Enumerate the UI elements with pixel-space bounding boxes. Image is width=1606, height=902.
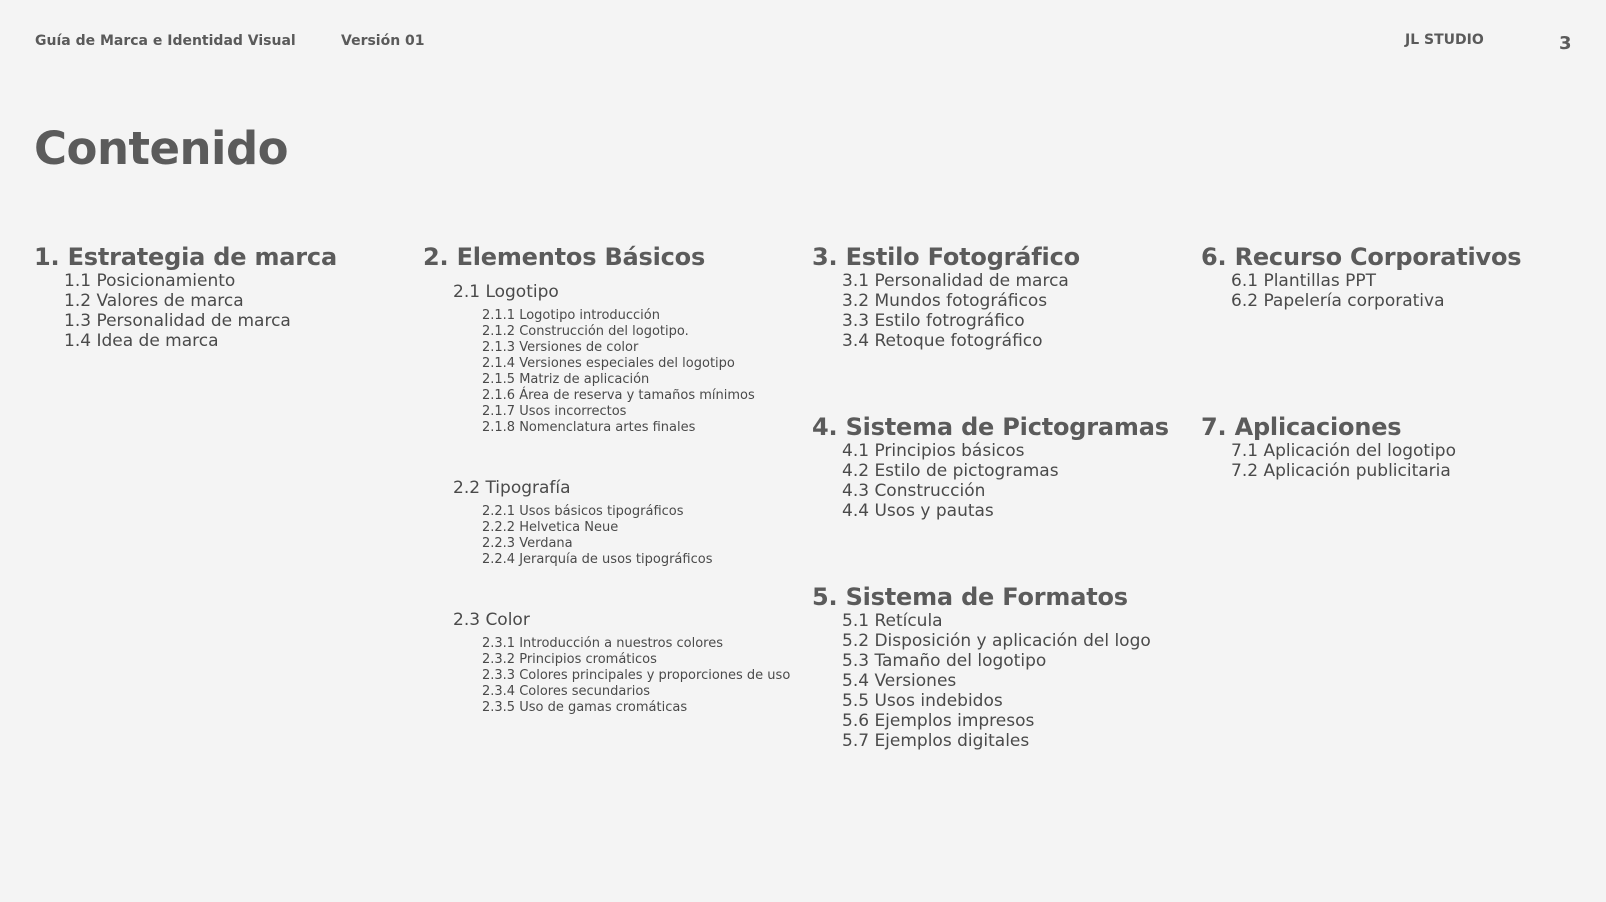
section-heading: 2. Elementos Básicos [423,243,706,271]
toc-item: 1.1 Posicionamiento [64,271,236,291]
toc-item: 2.1.2 Construcción del logotipo. [482,324,689,339]
toc-item: 4.4 Usos y pautas [842,501,994,521]
toc-item: 3.3 Estilo fotrográfico [842,311,1025,331]
section-estilo-fotografico [812,243,1080,351]
section-pictogramas [812,413,1169,521]
toc-list [1201,271,1521,311]
page-number: 3 [1559,33,1572,54]
toc-item: 2.3.5 Uso de gamas cromáticas [482,700,688,715]
toc-item: 2.2.1 Usos básicos tipográficos [482,504,684,519]
guide-title: Guía de Marca e Identidad Visual [35,33,296,49]
toc-item: 7.2 Aplicación publicitaria [1231,461,1451,481]
version-label: Versión 01 [341,33,425,49]
section-formatos [812,583,1151,751]
section-heading: 1. Estrategia de marca [34,243,337,271]
toc-list [423,308,790,436]
toc-list [423,504,790,568]
toc-item: 2.1.1 Logotipo introducción [482,308,660,323]
subsection-tipografia [423,478,790,568]
toc-item: 6.2 Papelería corporativa [1231,291,1445,311]
page-title: Contenido [34,122,289,175]
toc-list [34,271,337,351]
toc-item: 2.1.8 Nomenclatura artes finales [482,420,696,435]
toc-item: 7.1 Aplicación del logotipo [1231,441,1456,461]
toc-item: 1.4 Idea de marca [64,331,219,351]
toc-item: 6.1 Plantillas PPT [1231,271,1377,291]
toc-item: 5.1 Retícula [842,611,943,631]
toc-item: 5.2 Disposición y aplicación del logo [842,631,1151,651]
section-aplicaciones [1201,413,1456,481]
toc-item: 5.5 Usos indebidos [842,691,1003,711]
toc-item: 5.6 Ejemplos impresos [842,711,1035,731]
studio-name: JL STUDIO [1405,32,1484,48]
toc-item: 1.2 Valores de marca [64,291,244,311]
toc-list [812,611,1151,751]
section-recursos [1201,243,1521,311]
section-heading: 5. Sistema de Formatos [812,583,1128,611]
section-elementos [423,243,790,716]
section-heading: 6. Recurso Corporativos [1201,243,1522,271]
toc-item: 3.4 Retoque fotográfico [842,331,1043,351]
toc-item: 2.1.7 Usos incorrectos [482,404,627,419]
subsection-label: 2.3 Color [453,610,530,630]
toc-item: 4.3 Construcción [842,481,986,501]
toc-list [1201,441,1456,481]
toc-list [423,636,790,716]
section-heading: 7. Aplicaciones [1201,413,1402,441]
toc-item: 2.1.3 Versiones de color [482,340,639,355]
toc-item: 5.7 Ejemplos digitales [842,731,1030,751]
toc-item: 2.3.4 Colores secundarios [482,684,651,699]
section-estrategia [34,243,337,351]
toc-item: 5.4 Versiones [842,671,957,691]
toc-item: 2.2.3 Verdana [482,536,573,551]
toc-list [812,271,1080,351]
toc-item: 3.1 Personalidad de marca [842,271,1069,291]
subsection-logotipo [423,282,790,436]
section-heading: 3. Estilo Fotográfico [812,243,1080,271]
toc-item: 5.3 Tamaño del logotipo [842,651,1047,671]
toc-item: 2.1.4 Versiones especiales del logotipo [482,356,735,371]
toc-item: 2.3.2 Principios cromáticos [482,652,657,667]
toc-item: 4.2 Estilo de pictogramas [842,461,1059,481]
toc-list [812,441,1169,521]
toc-item: 2.1.6 Área de reserva y tamaños mínimos [482,388,755,403]
toc-item: 3.2 Mundos fotográficos [842,291,1048,311]
toc-item: 2.3.3 Colores principales y proporciones de uso [482,668,791,683]
subsection-label: 2.2 Tipografía [453,478,571,498]
toc-item: 2.3.1 Introducción a nuestros colores [482,636,723,651]
subsection-color [423,610,790,716]
toc-item: 1.3 Personalidad de marca [64,311,291,331]
section-heading: 4. Sistema de Pictogramas [812,413,1169,441]
toc-item: 4.1 Principios básicos [842,441,1025,461]
toc-item: 2.2.2 Helvetica Neue [482,520,619,535]
toc-item: 2.2.4 Jerarquía de usos tipográficos [482,552,713,567]
subsection-label: 2.1 Logotipo [453,282,559,302]
toc-item: 2.1.5 Matriz de aplicación [482,372,650,387]
